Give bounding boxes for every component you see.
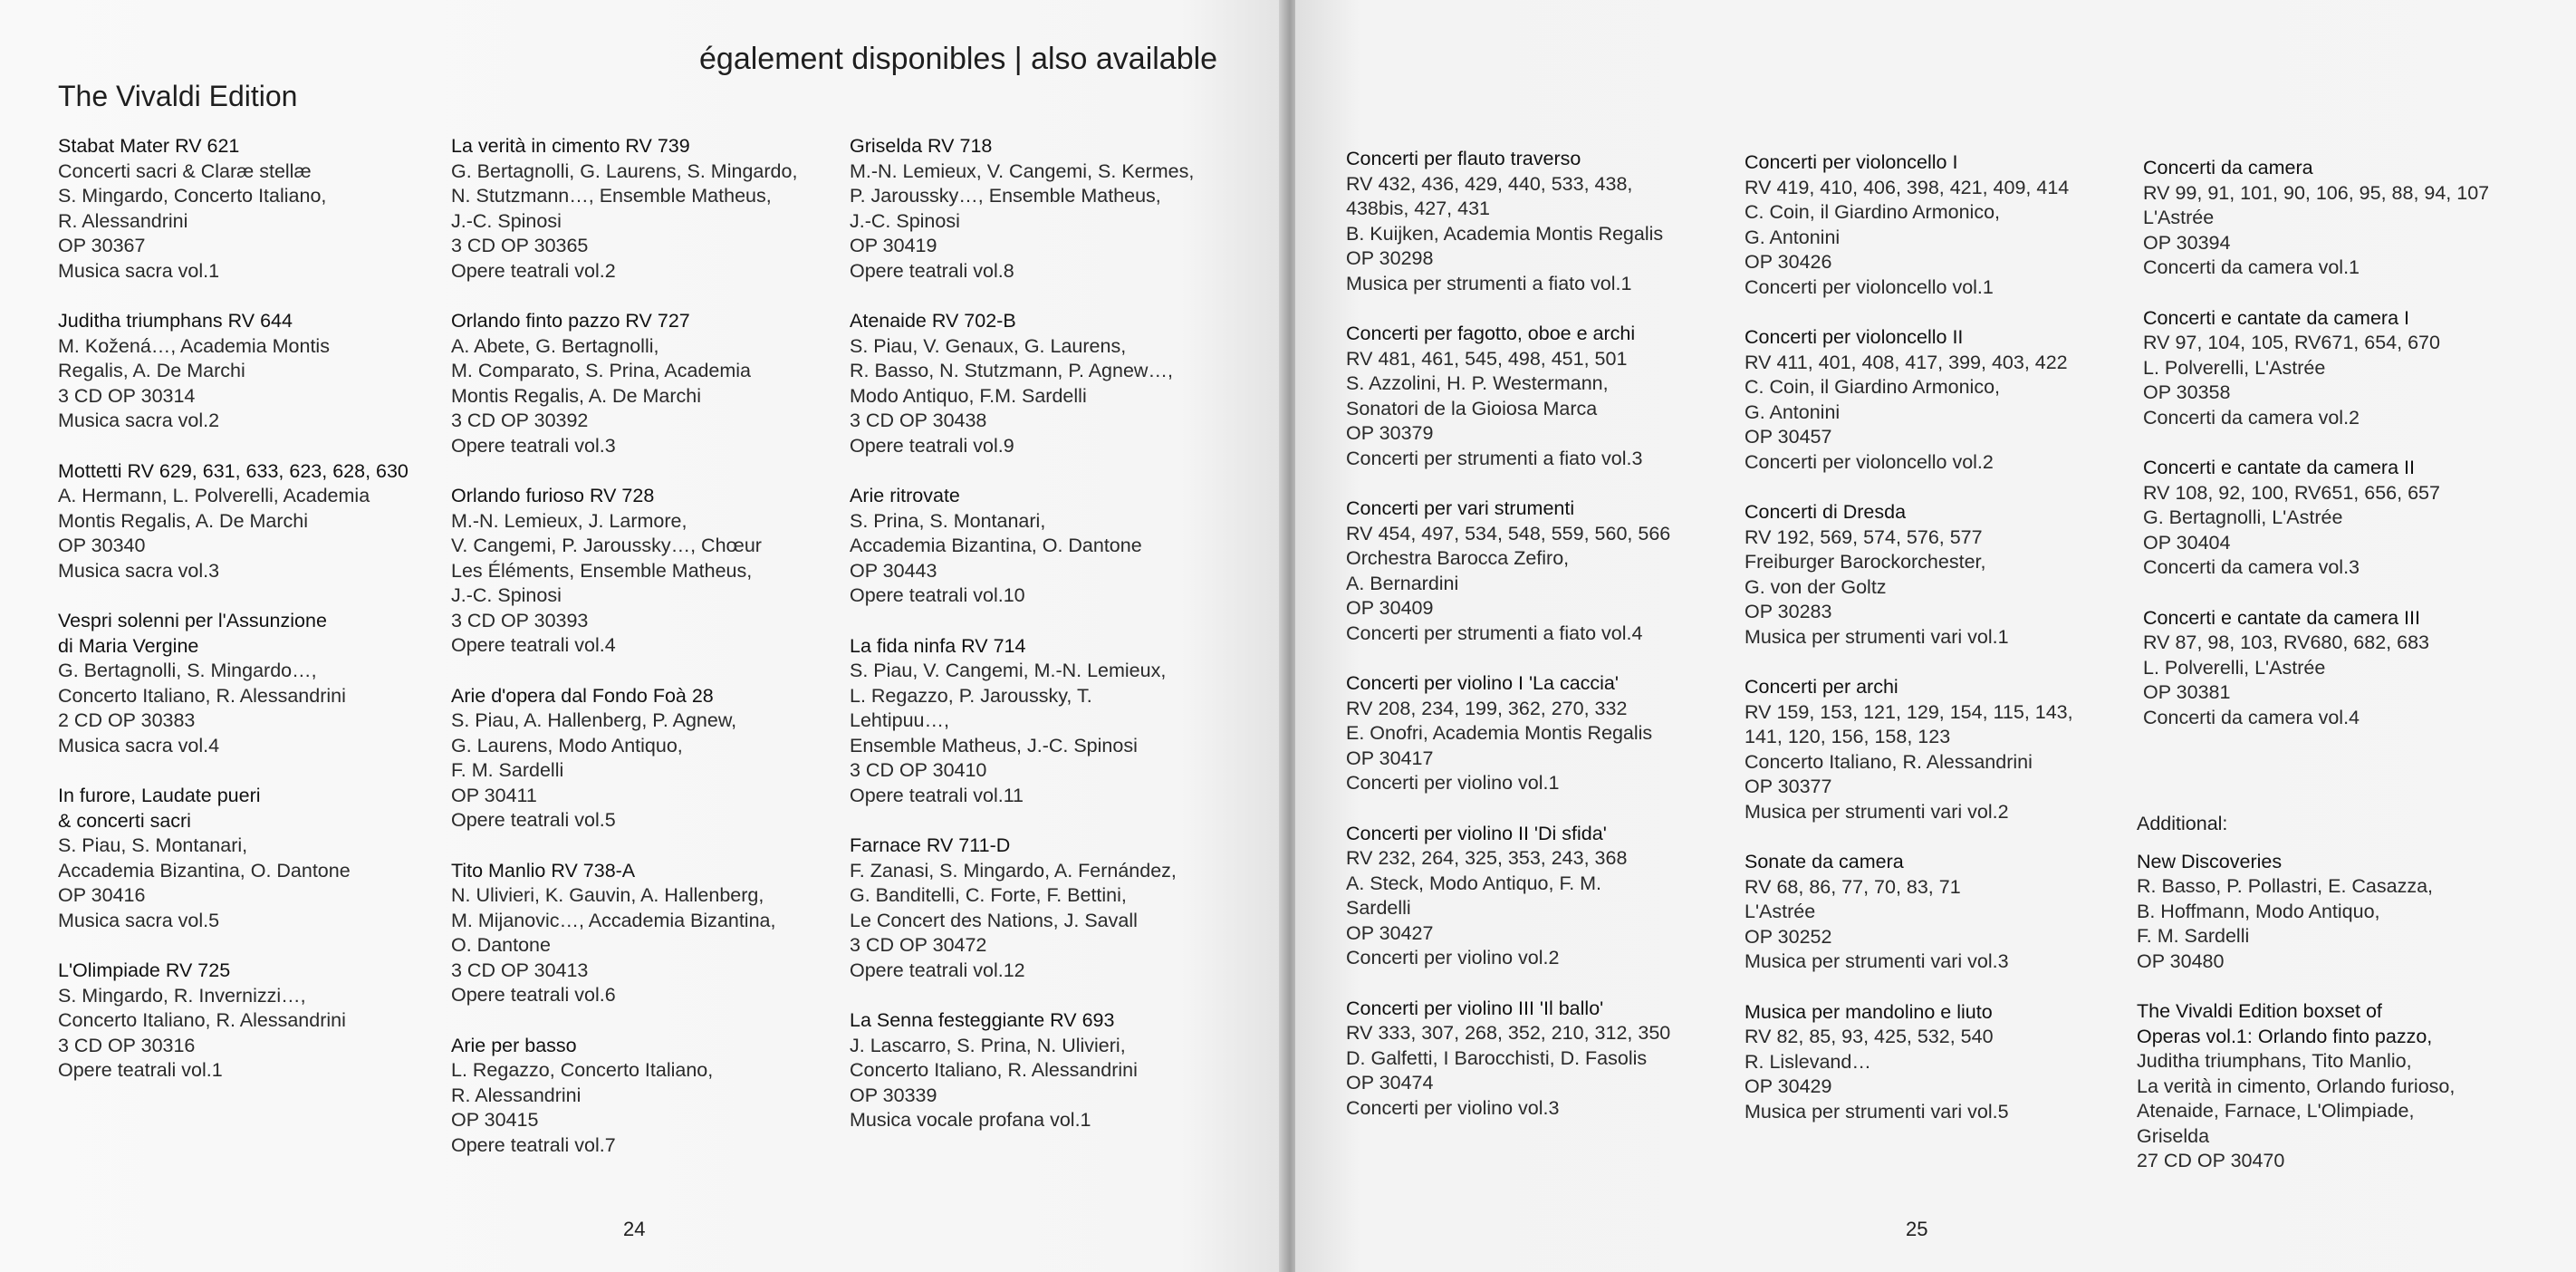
entry-detail-line: N. Stutzmann…, Ensemble Matheus, bbox=[451, 185, 772, 207]
entry-detail-line: B. Hoffmann, Modo Antiquo, bbox=[2137, 900, 2380, 922]
entry-detail-line: Sonatori de la Gioiosa Marca bbox=[1346, 397, 1598, 419]
entry-detail-line: RV 454, 497, 534, 548, 559, 560, 566 bbox=[1346, 522, 1671, 544]
entry-detail-line: L'Astrée bbox=[1745, 901, 1816, 922]
entry-detail-line: R. Alessandrini bbox=[451, 1084, 582, 1106]
edition-title: The Vivaldi Edition bbox=[58, 80, 298, 112]
catalog-entry bbox=[850, 134, 1248, 284]
entry-detail-line: OP 30480 bbox=[2137, 949, 2225, 972]
entry-detail-line: Montis Regalis, A. De Marchi bbox=[451, 384, 702, 407]
entry-detail-line: Concerti per violino vol.1 bbox=[1346, 772, 1560, 794]
entry-detail-line: RV 411, 401, 408, 417, 399, 403, 422 bbox=[1745, 351, 2068, 373]
entry-detail-line: D. Galfetti, I Barocchisti, D. Fasolis bbox=[1346, 1046, 1648, 1069]
entry-detail-line: A. Steck, Modo Antiquo, F. M. bbox=[1346, 872, 1602, 894]
entry-detail-line: S. Mingardo, R. Invernizzi…, bbox=[58, 984, 306, 1007]
entry-detail-line: M.-N. Lemieux, J. Larmore, bbox=[451, 509, 687, 532]
entry-detail-line: Musica sacra vol.4 bbox=[58, 734, 220, 756]
entry-detail-line: Opere teatrali vol.8 bbox=[850, 259, 1014, 282]
entry-detail-line: RV 108, 92, 100, RV651, 656, 657 bbox=[2143, 481, 2440, 504]
catalog-entry bbox=[58, 134, 420, 284]
entry-detail-line: OP 30252 bbox=[1745, 925, 1832, 948]
right-column-2 bbox=[1745, 150, 2125, 1150]
entry-title-continued: Operas vol.1: Orlando finto pazzo, bbox=[2137, 1025, 2433, 1047]
entry-detail-line: OP 30417 bbox=[1346, 747, 1434, 769]
entry-detail-line: OP 30411 bbox=[451, 784, 537, 806]
entry-detail-line: La verità in cimento, Orlando furioso, bbox=[2137, 1074, 2456, 1097]
entry-detail-line: RV 419, 410, 406, 398, 421, 409, 414 bbox=[1745, 176, 2070, 198]
entry-detail-line: Concerto Italiano, R. Alessandrini bbox=[850, 1059, 1138, 1081]
entry-detail-line: OP 30429 bbox=[1745, 1075, 1832, 1097]
entry-title: New Discoveries bbox=[2137, 850, 2283, 872]
entry-detail-line: F. M. Sardelli bbox=[451, 759, 564, 781]
entry-detail-line: OP 30404 bbox=[2143, 531, 2231, 554]
entry-detail-line: Accademia Bizantina, O. Dantone bbox=[58, 859, 351, 882]
entry-detail-line: C. Coin, il Giardino Armonico, bbox=[1745, 201, 2000, 223]
entry-detail-line: A. Abete, G. Bertagnolli, bbox=[451, 334, 659, 357]
entry-title: Atenaide RV 702-B bbox=[850, 310, 1016, 332]
entry-detail-line: A. Bernardini bbox=[1346, 572, 1459, 594]
additional-section bbox=[2137, 812, 2544, 1200]
entry-detail-line: Musica per strumenti a fiato vol.1 bbox=[1346, 272, 1632, 294]
entry-title: Musica per mandolino e liuto bbox=[1745, 1000, 1993, 1023]
catalog-entry bbox=[850, 1008, 1248, 1133]
entry-detail-line: S. Mingardo, Concerto Italiano, bbox=[58, 185, 327, 207]
entry-detail-line: M. Kožená…, Academia Montis bbox=[58, 334, 330, 357]
entry-title: Concerti per violoncello I bbox=[1745, 151, 1958, 173]
entry-detail-line: RV 192, 569, 574, 576, 577 bbox=[1745, 525, 1983, 548]
catalog-entry bbox=[850, 484, 1248, 609]
catalog-entry bbox=[1745, 150, 2125, 300]
catalog-entry bbox=[58, 609, 420, 758]
entry-detail-line: Musica per strumenti vari vol.5 bbox=[1745, 1100, 2009, 1123]
entry-title: La verità in cimento RV 739 bbox=[451, 135, 690, 157]
entry-title: Concerti di Dresda bbox=[1745, 501, 1907, 523]
catalog-entry bbox=[58, 784, 420, 933]
entry-detail-line: R. Lislevand… bbox=[1745, 1050, 1871, 1073]
entry-title: Concerti da camera bbox=[2143, 157, 2313, 178]
entry-detail-line: Musica per strumenti vari vol.3 bbox=[1745, 950, 2009, 972]
entry-detail-line: Griselda bbox=[2137, 1124, 2210, 1147]
catalog-entry bbox=[2137, 999, 2544, 1174]
entry-detail-line: S. Piau, S. Montanari, bbox=[58, 834, 248, 856]
entry-detail-line: L. Polverelli, L'Astrée bbox=[2143, 356, 2326, 379]
entry-detail-line: Opere teatrali vol.3 bbox=[451, 434, 616, 457]
entry-detail-line: RV 97, 104, 105, RV671, 654, 670 bbox=[2143, 332, 2440, 353]
entry-detail-line: RV 87, 98, 103, RV680, 682, 683 bbox=[2143, 631, 2429, 653]
catalog-entry bbox=[451, 1034, 841, 1159]
entry-detail-line: 27 CD OP 30470 bbox=[2137, 1150, 2285, 1171]
left-column-2 bbox=[451, 134, 841, 1183]
entry-detail-line: M.-N. Lemieux, V. Cangemi, S. Kermes, bbox=[850, 159, 1195, 182]
entry-detail-line: Musica sacra vol.5 bbox=[58, 909, 220, 931]
catalog-entry bbox=[451, 859, 841, 1008]
left-page bbox=[0, 0, 1284, 1272]
entry-detail-line: 3 CD OP 30316 bbox=[58, 1034, 196, 1056]
entry-detail-line: 141, 120, 156, 158, 123 bbox=[1745, 726, 1951, 747]
entry-title: Concerti per violino I 'La caccia' bbox=[1346, 672, 1619, 694]
entry-detail-line: L'Astrée bbox=[2143, 207, 2215, 228]
entry-detail-line: 3 CD OP 30365 bbox=[451, 235, 589, 256]
right-page bbox=[1295, 0, 2576, 1272]
entry-title: Arie ritrovate bbox=[850, 485, 960, 506]
entry-detail-line: 2 CD OP 30383 bbox=[58, 709, 196, 731]
entry-title: Mottetti RV 629, 631, 633, 623, 628, 630 bbox=[58, 459, 409, 482]
entry-title: L'Olimpiade RV 725 bbox=[58, 959, 231, 981]
entry-detail-line: RV 159, 153, 121, 129, 154, 115, 143, bbox=[1745, 700, 2073, 723]
catalog-entry bbox=[850, 834, 1248, 983]
entry-detail-line: Concerti da camera vol.3 bbox=[2143, 556, 2360, 578]
entry-title: La Senna festeggiante RV 693 bbox=[850, 1009, 1115, 1031]
entry-title: Concerti per violino III 'Il ballo' bbox=[1346, 997, 1604, 1019]
entry-detail-line: 3 CD OP 30438 bbox=[850, 410, 987, 431]
entry-title: Concerti per archi bbox=[1745, 676, 1898, 698]
entry-detail-line: G. Laurens, Modo Antiquo, bbox=[451, 734, 683, 756]
entry-title: Orlando furioso RV 728 bbox=[451, 485, 655, 506]
entry-detail-line: OP 30426 bbox=[1745, 251, 1832, 273]
catalog-entry bbox=[451, 309, 841, 458]
entry-detail-line: Musica per strumenti vari vol.2 bbox=[1745, 800, 2009, 823]
entry-detail-line: OP 30419 bbox=[850, 235, 937, 256]
entry-detail-line: 3 CD OP 30413 bbox=[451, 959, 589, 981]
catalog-entry bbox=[1346, 322, 1726, 471]
entry-detail-line: OP 30379 bbox=[1346, 422, 1434, 444]
entry-detail-line: Les Éléments, Ensemble Matheus, bbox=[451, 559, 753, 582]
entry-title: Concerti per vari strumenti bbox=[1346, 497, 1575, 519]
entry-detail-line: Concerti per violino vol.2 bbox=[1346, 947, 1560, 968]
entry-title: The Vivaldi Edition boxset of bbox=[2137, 1000, 2382, 1022]
entry-detail-line: Opere teatrali vol.5 bbox=[451, 809, 616, 831]
entry-title-continued: di Maria Vergine bbox=[58, 634, 199, 657]
catalog-entry bbox=[1745, 675, 2125, 824]
right-column-3 bbox=[2143, 156, 2542, 756]
entry-detail-line: RV 68, 86, 77, 70, 83, 71 bbox=[1745, 875, 1961, 898]
entry-title: Concerti e cantate da camera I bbox=[2143, 306, 2409, 329]
entry-title: Stabat Mater RV 621 bbox=[58, 135, 240, 157]
catalog-entry bbox=[58, 459, 420, 584]
available-title: également disponibles | also available bbox=[699, 42, 1218, 76]
entry-detail-line: B. Kuijken, Academia Montis Regalis bbox=[1346, 222, 1664, 245]
entry-detail-line: R. Basso, N. Stutzmann, P. Agnew…, bbox=[850, 360, 1173, 381]
page-number-right: 25 bbox=[1906, 1218, 1928, 1240]
entry-detail-line: OP 30415 bbox=[451, 1109, 539, 1131]
entry-detail-line: OP 30339 bbox=[850, 1084, 937, 1106]
entry-detail-line: Atenaide, Farnace, L'Olimpiade, bbox=[2137, 1100, 2415, 1122]
entry-title: Orlando finto pazzo RV 727 bbox=[451, 310, 690, 332]
entry-detail-line: RV 432, 436, 429, 440, 533, 438, bbox=[1346, 172, 1633, 195]
entry-title: Concerti per violoncello II bbox=[1745, 326, 1964, 348]
entry-detail-line: 438bis, 427, 431 bbox=[1346, 198, 1490, 219]
catalog-entry bbox=[451, 484, 841, 659]
entry-detail-line: S. Prina, S. Montanari, bbox=[850, 509, 1046, 532]
entry-detail-line: 3 CD OP 30393 bbox=[451, 609, 589, 631]
entry-detail-line: E. Onofri, Academia Montis Regalis bbox=[1346, 722, 1653, 744]
entry-detail-line: OP 30416 bbox=[58, 884, 146, 906]
entry-detail-line: OP 30340 bbox=[58, 535, 146, 556]
catalog-entry bbox=[451, 134, 841, 284]
entry-title: Concerti e cantate da camera III bbox=[2143, 606, 2420, 629]
entry-title: Griselda RV 718 bbox=[850, 135, 993, 157]
entry-detail-line: G. Bertagnolli, S. Mingardo…, bbox=[58, 660, 317, 681]
entry-detail-line: F. M. Sardelli bbox=[2137, 925, 2250, 947]
entry-detail-line: OP 30283 bbox=[1745, 601, 1832, 622]
catalog-entry bbox=[58, 309, 420, 434]
entry-detail-line: Concerti per strumenti a fiato vol.4 bbox=[1346, 622, 1643, 644]
entry-detail-line: Opere teatrali vol.1 bbox=[58, 1059, 223, 1081]
entry-detail-line: OP 30409 bbox=[1346, 597, 1434, 619]
catalog-entry bbox=[2137, 850, 2544, 975]
entry-detail-line: RV 333, 307, 268, 352, 210, 312, 350 bbox=[1346, 1022, 1671, 1044]
entry-detail-line: Opere teatrali vol.6 bbox=[451, 984, 616, 1006]
entry-detail-line: Concerto Italiano, R. Alessandrini bbox=[1745, 750, 2033, 773]
entry-detail-line: Lehtipuu…, bbox=[850, 709, 949, 731]
entry-detail-line: G. Antonini bbox=[1745, 226, 1841, 248]
entry-detail-line: OP 30381 bbox=[2143, 681, 2231, 703]
catalog-entry bbox=[1745, 850, 2125, 975]
entry-detail-line: OP 30367 bbox=[58, 235, 146, 256]
catalog-entry bbox=[1346, 822, 1726, 971]
catalog-entry bbox=[1346, 496, 1726, 646]
entry-detail-line: OP 30457 bbox=[1745, 426, 1832, 448]
entry-detail-line: J.-C. Spinosi bbox=[850, 209, 960, 232]
entry-title: Concerti e cantate da camera II bbox=[2143, 457, 2415, 478]
entry-detail-line: Modo Antiquo, F.M. Sardelli bbox=[850, 384, 1087, 407]
entry-detail-line: Freiburger Barockorchester, bbox=[1745, 551, 1986, 573]
entry-title-continued: & concerti sacri bbox=[58, 809, 191, 832]
entry-detail-line: 3 CD OP 30410 bbox=[850, 759, 987, 781]
entry-detail-line: OP 30298 bbox=[1346, 247, 1434, 269]
catalog-entry bbox=[2143, 156, 2542, 281]
entry-detail-line: Ensemble Matheus, J.-C. Spinosi bbox=[850, 734, 1138, 756]
catalog-entry bbox=[1745, 325, 2125, 475]
entry-detail-line: O. Dantone bbox=[451, 934, 551, 956]
entry-detail-line: Sardelli bbox=[1346, 897, 1411, 919]
entry-detail-line: C. Coin, il Giardino Armonico, bbox=[1745, 376, 2000, 398]
entry-detail-line: S. Piau, A. Hallenberg, P. Agnew, bbox=[451, 709, 737, 731]
entry-detail-line: Concerti per violino vol.3 bbox=[1346, 1096, 1560, 1119]
entry-title: La fida ninfa RV 714 bbox=[850, 634, 1026, 657]
entry-detail-line: Musica per strumenti vari vol.1 bbox=[1745, 625, 2009, 648]
entry-detail-line: G. von der Goltz bbox=[1745, 575, 1887, 598]
catalog-entry bbox=[1745, 1000, 2125, 1125]
entry-detail-line: Concerto Italiano, R. Alessandrini bbox=[58, 1009, 346, 1031]
entry-detail-line: Musica sacra vol.1 bbox=[58, 259, 220, 282]
entry-detail-line: Concerto Italiano, R. Alessandrini bbox=[58, 684, 346, 707]
entry-detail-line: A. Hermann, L. Polverelli, Academia bbox=[58, 485, 370, 506]
entry-detail-line: Concerti per strumenti a fiato vol.3 bbox=[1346, 447, 1643, 469]
entry-detail-line: Musica sacra vol.3 bbox=[58, 559, 220, 582]
entry-detail-line: Concerti per violoncello vol.1 bbox=[1745, 275, 1994, 298]
entry-detail-line: RV 481, 461, 545, 498, 451, 501 bbox=[1346, 347, 1628, 370]
entry-detail-line: G. Bertagnolli, G. Laurens, S. Mingardo, bbox=[451, 159, 798, 182]
entry-detail-line: Le Concert des Nations, J. Savall bbox=[850, 909, 1138, 931]
entry-title: Farnace RV 711-D bbox=[850, 834, 1011, 856]
entry-detail-line: S. Piau, V. Cangemi, M.-N. Lemieux, bbox=[850, 660, 1167, 681]
page-number-left: 24 bbox=[623, 1218, 646, 1240]
entry-detail-line: Montis Regalis, A. De Marchi bbox=[58, 509, 309, 532]
catalog-entry bbox=[850, 309, 1248, 458]
entry-title: Sonate da camera bbox=[1745, 851, 1904, 872]
catalog-entry bbox=[2143, 606, 2542, 731]
entry-detail-line: 3 CD OP 30314 bbox=[58, 384, 196, 407]
entry-detail-line: Concerti da camera vol.4 bbox=[2143, 706, 2360, 728]
entry-detail-line: S. Azzolini, H. P. Westermann, bbox=[1346, 372, 1609, 394]
entry-title: Arie d'opera dal Fondo Foà 28 bbox=[451, 684, 714, 707]
entry-detail-line: S. Piau, V. Genaux, G. Laurens, bbox=[850, 334, 1127, 357]
additional-label: Additional: bbox=[2137, 813, 2228, 834]
catalog-entry bbox=[1346, 997, 1726, 1122]
entry-detail-line: Concerti da camera vol.2 bbox=[2143, 406, 2360, 429]
entry-detail-line: R. Basso, P. Pollastri, E. Casazza, bbox=[2137, 875, 2434, 897]
entry-title: Juditha triumphans RV 644 bbox=[58, 310, 293, 332]
entry-detail-line: RV 82, 85, 93, 425, 532, 540 bbox=[1745, 1026, 1994, 1047]
left-column-1 bbox=[58, 134, 420, 1109]
entry-detail-line: G. Antonini bbox=[1745, 400, 1841, 423]
right-column-1 bbox=[1346, 147, 1726, 1146]
entry-detail-line: M. Mijanovic…, Accademia Bizantina, bbox=[451, 909, 776, 931]
entry-title: Concerti per flauto traverso bbox=[1346, 148, 1581, 169]
entry-detail-line: Juditha triumphans, Tito Manlio, bbox=[2137, 1050, 2412, 1072]
entry-title: In furore, Laudate pueri bbox=[58, 785, 261, 806]
left-column-3 bbox=[850, 134, 1248, 1159]
entry-detail-line: Concerti sacri & Claræ stellæ bbox=[58, 159, 312, 182]
entry-detail-line: OP 30394 bbox=[2143, 231, 2231, 254]
catalog-entry bbox=[1346, 147, 1726, 296]
entry-title: Vespri solenni per l'Assunzione bbox=[58, 610, 327, 631]
catalog-entry bbox=[1346, 671, 1726, 796]
entry-detail-line: Opere teatrali vol.12 bbox=[850, 959, 1025, 981]
entry-detail-line: N. Ulivieri, K. Gauvin, A. Hallenberg, bbox=[451, 884, 764, 906]
entry-detail-line: G. Bertagnolli, L'Astrée bbox=[2143, 506, 2343, 528]
entry-detail-line: P. Jaroussky…, Ensemble Matheus, bbox=[850, 185, 1161, 207]
entry-detail-line: L. Polverelli, L'Astrée bbox=[2143, 656, 2326, 679]
entry-detail-line: J. Lascarro, S. Prina, N. Ulivieri, bbox=[850, 1034, 1126, 1056]
entry-title: Concerti per violino II 'Di sfida' bbox=[1346, 822, 1607, 844]
entry-detail-line: Regalis, A. De Marchi bbox=[58, 360, 245, 381]
entry-detail-line: Musica vocale profana vol.1 bbox=[850, 1109, 1091, 1131]
catalog-entry bbox=[58, 959, 420, 1084]
entry-title: Tito Manlio RV 738-A bbox=[451, 859, 636, 882]
entry-detail-line: OP 30358 bbox=[2143, 381, 2231, 403]
entry-detail-line: Concerti da camera vol.1 bbox=[2143, 256, 2360, 278]
entry-detail-line: M. Comparato, S. Prina, Academia bbox=[451, 360, 752, 381]
entry-detail-line: OP 30427 bbox=[1346, 921, 1434, 944]
entry-detail-line: J.-C. Spinosi bbox=[451, 584, 562, 606]
entry-detail-line: RV 99, 91, 101, 90, 106, 95, 88, 94, 107 bbox=[2143, 181, 2490, 204]
entry-detail-line: R. Alessandrini bbox=[58, 209, 188, 232]
entry-detail-line: Opere teatrali vol.11 bbox=[850, 784, 1024, 806]
entry-detail-line: Opere teatrali vol.7 bbox=[451, 1133, 616, 1156]
entry-detail-line: Opere teatrali vol.9 bbox=[850, 434, 1014, 457]
catalog-entry bbox=[2143, 456, 2542, 581]
entry-detail-line: OP 30377 bbox=[1745, 776, 1832, 797]
catalog-entry bbox=[2143, 306, 2542, 431]
entry-detail-line: Concerti per violoncello vol.2 bbox=[1745, 450, 1994, 473]
entry-detail-line: G. Banditelli, C. Forte, F. Bettini, bbox=[850, 884, 1127, 906]
catalog-entry bbox=[1745, 500, 2125, 650]
entry-detail-line: J.-C. Spinosi bbox=[451, 209, 562, 232]
entry-detail-line: L. Regazzo, P. Jaroussky, T. bbox=[850, 684, 1092, 707]
entry-detail-line: RV 208, 234, 199, 362, 270, 332 bbox=[1346, 697, 1628, 719]
entry-detail-line: L. Regazzo, Concerto Italiano, bbox=[451, 1059, 714, 1081]
entry-detail-line: Orchestra Barocca Zefiro, bbox=[1346, 547, 1570, 569]
entry-title: Arie per basso bbox=[451, 1034, 577, 1056]
entry-detail-line: Opere teatrali vol.4 bbox=[451, 634, 616, 656]
entry-detail-line: Opere teatrali vol.2 bbox=[451, 259, 616, 282]
entry-title: Concerti per fagotto, oboe e archi bbox=[1346, 323, 1636, 344]
entry-detail-line: Opere teatrali vol.10 bbox=[850, 584, 1025, 606]
entry-detail-line: RV 232, 264, 325, 353, 243, 368 bbox=[1346, 847, 1628, 869]
entry-detail-line: 3 CD OP 30472 bbox=[850, 934, 987, 956]
entry-detail-line: F. Zanasi, S. Mingardo, A. Fernández, bbox=[850, 859, 1177, 882]
catalog-entry bbox=[850, 634, 1248, 809]
entry-detail-line: OP 30443 bbox=[850, 559, 937, 582]
entry-detail-line: V. Cangemi, P. Jaroussky…, Chœur bbox=[451, 535, 762, 556]
entry-detail-line: OP 30474 bbox=[1346, 1072, 1434, 1094]
entry-detail-line: Accademia Bizantina, O. Dantone bbox=[850, 535, 1142, 556]
catalog-entry bbox=[451, 684, 841, 834]
entry-detail-line: Musica sacra vol.2 bbox=[58, 410, 220, 431]
entry-detail-line: 3 CD OP 30392 bbox=[451, 410, 589, 431]
